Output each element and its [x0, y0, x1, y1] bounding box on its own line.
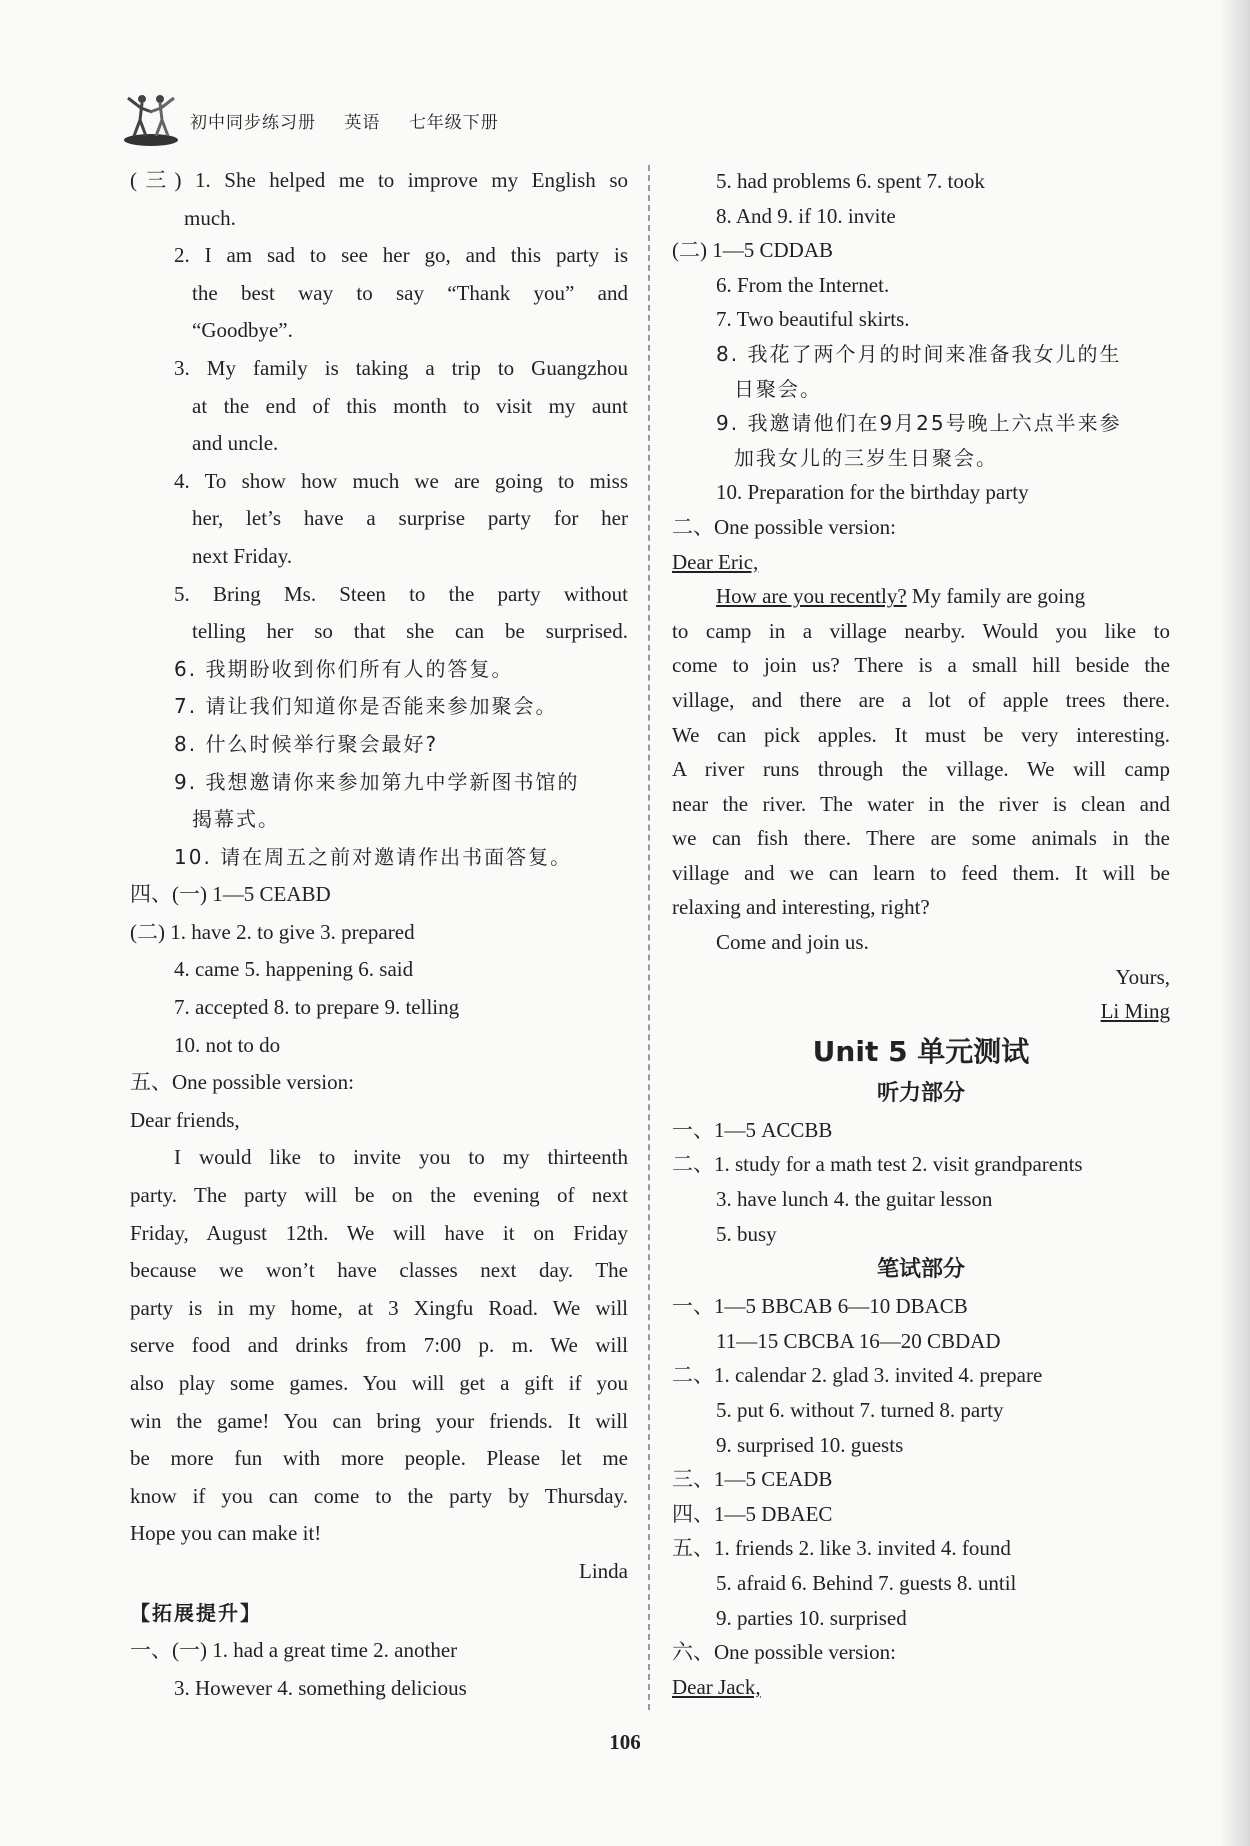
letter-line: I would like to invite you to my thirteenth — [174, 1145, 628, 1170]
answer-line: her, let’s have a surprise party for her — [192, 506, 628, 531]
letter-line: come to join us? There is a small hill beside the — [672, 653, 1170, 678]
book-title: 初中同步练习册 — [190, 113, 316, 133]
answer-line: 3. My family is taking a trip to Guangzhou — [174, 355, 628, 380]
letter-salutation — [672, 1670, 1170, 1705]
section-heading: 六、One possible version: — [672, 1640, 896, 1665]
answer-line: (三) 1. She helped me to improve my English so — [130, 168, 628, 192]
section-heading: 二、One possible version: — [672, 514, 896, 539]
answer-line: 一、1—5 ACCBB — [672, 1117, 833, 1142]
answer-line: and uncle. — [192, 431, 279, 456]
answer-line: 四、1—5 DBAEC — [672, 1501, 833, 1526]
answer-line: 5. had problems 6. spent 7. took — [716, 169, 985, 193]
left-column — [130, 162, 628, 1707]
section-heading: 【拓展提升】 — [130, 1600, 262, 1625]
answer-line: (二) 1—5 CDDAB — [672, 238, 833, 263]
answer-line: 10. 请在周五之前对邀请作出书面答复。 — [174, 844, 573, 869]
letter-line: near the river. The water in the river is clean and — [672, 791, 1170, 816]
answer-line: 9. surprised 10. guests — [716, 1432, 904, 1457]
unit-title: Unit 5 单元测试 — [812, 1034, 1030, 1068]
salutation-text: Dear Jack, — [672, 1674, 761, 1699]
answer-line: 9. 我想邀请你来参加第九中学新图书馆的 — [174, 769, 580, 794]
letter-line: We can pick apples. It must be very interesting. — [672, 722, 1170, 747]
answer-line: 二、1. calendar 2. glad 3. invited 4. prepare — [672, 1363, 1043, 1388]
answer-line: 7. accepted 8. to prepare 9. telling — [174, 995, 460, 1020]
answer-line: “Goodbye”. — [192, 318, 293, 343]
answer-line: 9. 我邀请他们在9月25号晚上六点半来参 — [716, 411, 1122, 436]
answer-line: 5. afraid 6. Behind 7. guests 8. until — [716, 1570, 1017, 1595]
answer-line: 一、1—5 BBCAB 6—10 DBACB — [672, 1294, 968, 1319]
answer-line: 10. Preparation for the birthday party — [716, 480, 1029, 505]
answer-line: 三、1—5 CEADB — [672, 1467, 833, 1492]
answer-line: 揭幕式。 — [192, 807, 280, 832]
letter-line: win the game! You can bring your friends. It will — [130, 1408, 628, 1433]
right-column — [672, 164, 1170, 1704]
answer-line: 9. parties 10. surprised — [716, 1605, 907, 1630]
page-edge-shadow — [1220, 0, 1250, 1846]
answer-line: 8. And 9. if 10. invite — [716, 203, 896, 228]
answer-line: 2. I am sad to see her go, and this party is — [174, 243, 628, 268]
answer-line: 4. came 5. happening 6. said — [174, 957, 414, 982]
letter-signature: Linda — [579, 1558, 628, 1583]
page-number: 106 — [609, 1730, 641, 1754]
answer-line: 二、1. study for a math test 2. visit grandparents — [672, 1152, 1083, 1177]
letter-line: party is in my home, at 3 Xingfu Road. We will — [130, 1295, 628, 1320]
answer-line: 4. To show how much we are going to miss — [174, 468, 628, 493]
answer-line: 8. 什么时候举行聚会最好? — [174, 731, 439, 756]
answer-line: the best way to say “Thank you” and — [192, 280, 628, 305]
page-header — [122, 84, 542, 148]
subject-label: 英语 — [344, 113, 381, 133]
answer-line: 7. Two beautiful skirts. — [716, 307, 910, 332]
answer-line: 日聚会。 — [734, 376, 822, 401]
answer-line: 11—15 CBCBA 16—20 CBDAD — [716, 1328, 1001, 1353]
answer-line: 五、1. friends 2. like 3. invited 4. found — [672, 1536, 1011, 1561]
letter-signature — [672, 994, 1170, 1029]
letter-line: Friday, August 12th. We will have it on Friday — [130, 1220, 628, 1245]
letter-line: also play some games. You will get a gift if you — [130, 1371, 628, 1395]
underlined-opening: How are you recently? — [716, 584, 907, 609]
letter-line: because we won’t have classes next day. The — [130, 1258, 628, 1283]
letter-line: to camp in a village nearby. Would you like to — [672, 618, 1170, 643]
letter-line: Hope you can make it! — [130, 1521, 322, 1546]
letter-line: Come and join us. — [716, 930, 869, 955]
letter-line: know if you can come to the party by Thursday. — [130, 1483, 628, 1508]
answer-line: 10. not to do — [174, 1032, 281, 1057]
section-heading: 五、One possible version: — [130, 1070, 354, 1095]
grade-label: 七年级下册 — [408, 113, 499, 133]
letter-closing: Yours, — [1115, 964, 1170, 989]
answer-line: telling her so that she can be surprised. — [192, 619, 628, 644]
answer-line: 5. put 6. without 7. turned 8. party — [716, 1398, 1004, 1422]
answer-line: 8. 我花了两个月的时间来准备我女儿的生 — [716, 341, 1122, 366]
dancers-logo-icon — [122, 90, 180, 146]
answer-line: 6. 我期盼收到你们所有人的答复。 — [174, 656, 514, 681]
answer-line: at the end of this month to visit my aunt — [192, 393, 628, 418]
answer-line: 3. However 4. something delicious — [174, 1675, 467, 1700]
letter-line-rest: My family are going — [906, 584, 1086, 609]
answer-line: 7. 请让我们知道你是否能来参加聚会。 — [174, 694, 558, 719]
letter-line: village and we can learn to feed them. It will be — [672, 860, 1170, 885]
answer-line: next Friday. — [192, 543, 293, 568]
letter-line: serve food and drinks from 7:00 p. m. We will — [130, 1333, 628, 1358]
answer-line: 5. Bring Ms. Steen to the party without — [174, 581, 628, 606]
answer-line: 3. have lunch 4. the guitar lesson — [716, 1187, 993, 1212]
written-section-title: 笔试部分 — [876, 1257, 965, 1283]
letter-line: relaxing and interesting, right? — [672, 895, 930, 920]
letter-line: we can fish there. There are some animals in the — [672, 826, 1170, 851]
answer-line: 5. busy — [716, 1221, 777, 1246]
listening-section-title: 听力部分 — [876, 1080, 965, 1106]
letter-line: party. The party will be on the evening of next — [130, 1183, 628, 1208]
answer-line: much. — [184, 205, 236, 230]
answer-line: (二) 1. have 2. to give 3. prepared — [130, 919, 415, 944]
answer-line: 6. From the Internet. — [716, 272, 890, 297]
salutation-text: Dear Eric, — [672, 549, 759, 574]
header-text — [190, 108, 521, 133]
answer-line: 一、(一) 1. had a great time 2. another — [130, 1638, 458, 1663]
answer-line: 加我女儿的三岁生日聚会。 — [734, 445, 998, 470]
letter-line: village, and there are a lot of apple trees there. — [672, 687, 1170, 712]
letter-line: be more fun with more people. Please let me — [130, 1446, 628, 1471]
letter-salutation: Dear friends, — [130, 1107, 240, 1132]
signature-text: Li Ming — [1100, 999, 1170, 1024]
letter-salutation — [672, 545, 1170, 580]
section-heading: 四、(一) 1—5 CEABD — [130, 882, 331, 907]
column-divider — [648, 165, 650, 1710]
letter-line: A river runs through the village. We will camp — [672, 757, 1170, 782]
letter-line — [672, 579, 1170, 614]
